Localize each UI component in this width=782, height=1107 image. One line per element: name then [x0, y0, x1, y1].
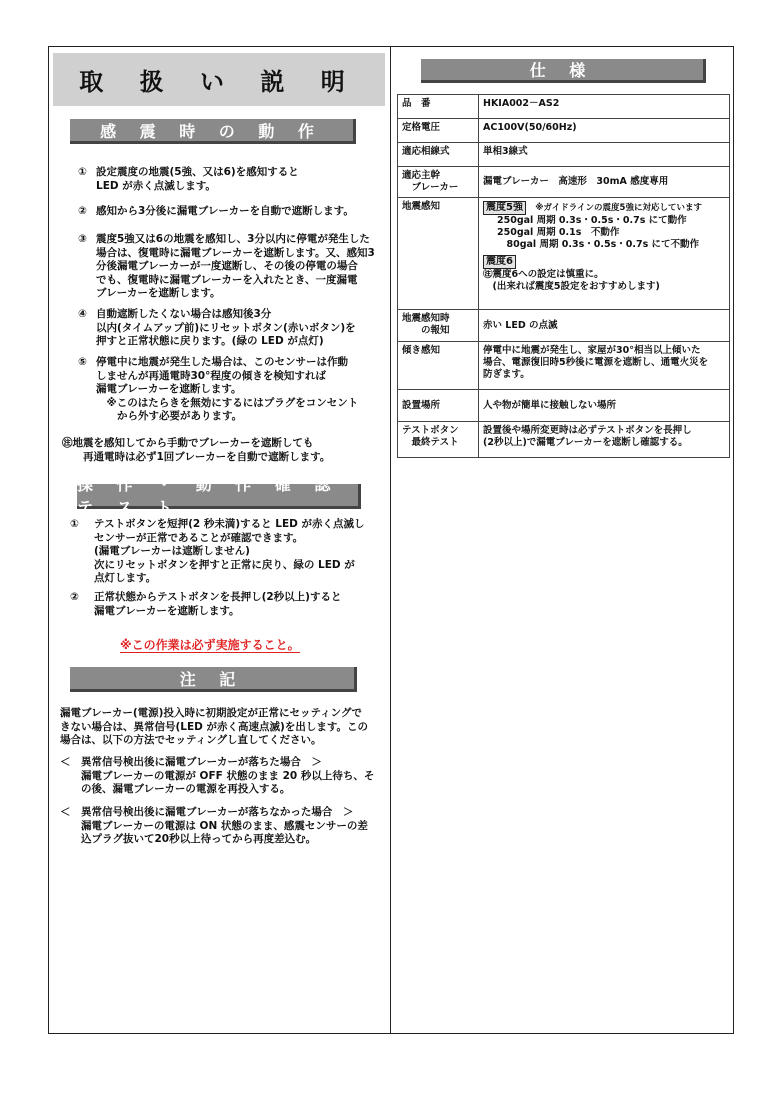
spec-row-final-test: [398, 422, 730, 458]
item-text: 正常状態からテストボタンを長押し(2秒以上)すると 漏電ブレーカーを遮断します。: [94, 591, 342, 617]
item-number: ①: [70, 518, 79, 530]
item-number: ②: [70, 591, 79, 603]
spec-row-notify: [398, 310, 730, 342]
spec-value: 停電中に地震が発生し、家屋が30°相当以上傾いた 場合、電源復旧時5秒後に電源を遮断し、通電火災を 防ぎます。: [479, 342, 730, 390]
spec-row-location: [398, 390, 730, 422]
spec-label: 適応相線式: [398, 143, 479, 167]
column-divider: [390, 46, 391, 1034]
notes-case-tripped: ＜ 異常信号検出後に漏電ブレーカーが落ちた場合 ＞ 漏電ブレーカーの電源が OFF 状態のまま 20 秒以上待ち、そ の後、漏電ブレーカーの電源を再投入する。: [60, 756, 375, 795]
spec-label: 設置場所: [398, 390, 479, 422]
item-text: 停電中に地震が発生した場合は、このセンサーは作動 しませんが再通電時30°程度の傾きを検知すれば 漏電ブレーカーを遮断します。 ※このはたらきを無効にするにはプラグをコンセント から外す必要があります。: [96, 356, 359, 422]
spec-label: 適応主幹 ブレーカー: [398, 167, 479, 198]
item-text: 設定震度の地震(5強、又は6)を感知すると LED が赤く点滅します。: [96, 166, 299, 192]
spec-value: AC100V(50/60Hz): [479, 119, 730, 143]
guideline-note: ※ガイドラインの震度5強に対応しています: [535, 203, 702, 213]
item-number: ①: [78, 166, 87, 178]
notes-case-not-tripped: ＜ 異常信号検出後に漏電ブレーカーが落ちなかった場合 ＞ 漏電ブレーカーの電源は ON 状態のまま、感震センサーの差 込プラグ抜いて20秒以上待ってから再度差込む。: [60, 806, 368, 845]
spec-row-voltage: [398, 119, 730, 143]
spec-value: 人や物が簡単に接触しない場所: [479, 390, 730, 422]
section-heading-notes: 注 記: [70, 667, 357, 692]
spec-table: [397, 94, 730, 458]
spec-value: HKIA002－AS2: [479, 95, 730, 119]
notes-intro: 漏電ブレーカー(電源)投入時に初期設定が正常にセッティングで きない場合は、異常信号(LED が赤く高速点滅)を出します。この 場合は、以下の方法でセッティングし直してください。: [60, 707, 368, 746]
item-text: 感知から3分後に漏電ブレーカーを自動で遮断します。: [96, 205, 354, 217]
spec-label: 傾き感知: [398, 342, 479, 390]
spec-row-tilt: [398, 342, 730, 390]
spec-label: 地震感知時 の報知: [398, 310, 479, 342]
section-heading-spec: 仕 様: [421, 59, 706, 83]
intensity-6-tag: 震度6: [483, 255, 516, 269]
spec-value: 単相3線式: [479, 143, 730, 167]
threshold-lines: 250gal 周期 0.3s・0.5s・0.7s にて動作 250gal 周期 0.1s 不動作 80gal 周期 0.3s・0.5s・0.7s にて不動作: [497, 215, 700, 250]
item-text: テストボタンを短押(2 秒未満)すると LED が赤く点滅し センサーが正常であることが確認できます。 (漏電ブレーカーは遮断しません) 次にリセットボタンを押すと正常に戻り、緑の LED が 点灯します。: [94, 518, 365, 584]
page-title: 取 扱 い 説 明: [53, 53, 385, 106]
spec-label: テストボタン 最終テスト: [398, 422, 479, 458]
operation-note: ㊟地震を感知してから手動でブレーカーを遮断しても 再通電時は必ず1回ブレーカーを自動で遮断します。: [62, 437, 331, 463]
item-number: ⑤: [78, 356, 87, 368]
spec-row-breaker: [398, 167, 730, 198]
spec-value: 設置後や場所変更時は必ずテストボタンを長押し (2秒以上)で漏電ブレーカーを遮断し確認する。: [479, 422, 730, 458]
spec-label: 品 番: [398, 95, 479, 119]
spec-value: 漏電ブレーカー 高速形 30mA 感度専用: [479, 167, 730, 198]
item-number: ②: [78, 205, 87, 217]
item-number: ④: [78, 308, 87, 320]
intensity-5-tag: 震度5強: [483, 201, 526, 215]
item-text: 自動遮断したくない場合は感知後3分 以内(タイムアップ前)にリセットボタン(赤いボタン)を 押すと正常状態に戻ります。(緑の LED が点灯): [96, 308, 356, 347]
spec-label: 地震感知: [398, 198, 479, 310]
spec-row-wiring: [398, 143, 730, 167]
spec-row-seismic: [398, 198, 730, 310]
item-number: ③: [78, 233, 87, 245]
intensity-6-caution: ㊟震度6への設定は慎重に。 (出来れば震度5設定をおすすめします): [483, 269, 660, 292]
spec-value: [479, 198, 730, 310]
spec-row-model: [398, 95, 730, 119]
section-heading-test: 操 作 ・ 動 作 確 認 テ ス ト: [77, 484, 361, 509]
spec-value: 赤い LED の点滅: [479, 310, 730, 342]
mandatory-warning: ※この作業は必ず実施すること。: [120, 638, 300, 652]
spec-label: 定格電圧: [398, 119, 479, 143]
item-text: 震度5強又は6の地震を感知し、3分以内に停電が発生した 場合は、復電時に漏電ブレーカーを遮断します。又、感知3 分後漏電ブレーカーが一度遮断し、その後の停電の場合 でも、復電時に漏電ブレーカーを入れたとき、一度漏電 ブレーカーを遮断します。: [96, 233, 375, 299]
section-heading-operation: 感 震 時 の 動 作: [70, 119, 356, 144]
